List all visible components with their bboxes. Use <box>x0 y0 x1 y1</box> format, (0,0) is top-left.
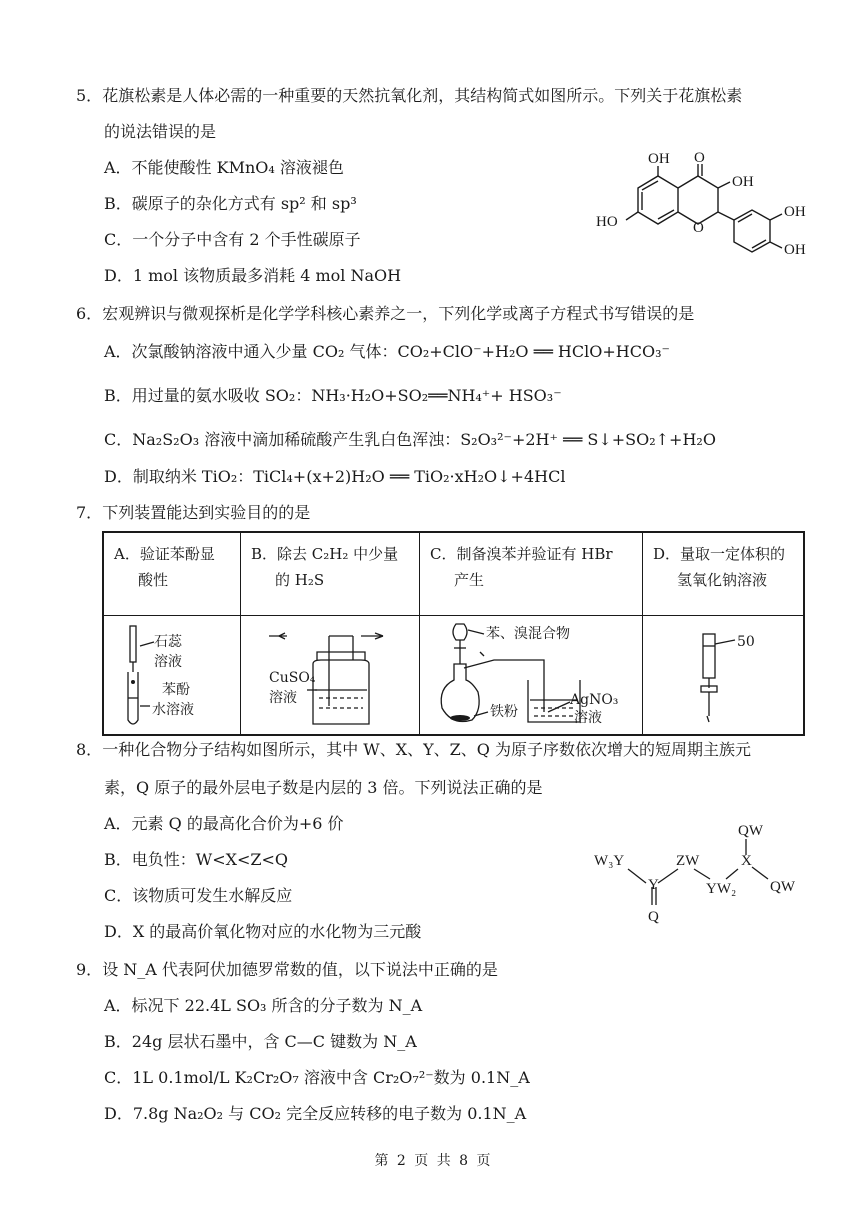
q5-option-c: C．一个分子中含有 2 个手性碳原子 <box>104 230 361 249</box>
q7-c-line1: C．制备溴苯并验证有 HBr <box>430 545 613 563</box>
q7-c-label-solution: 溶液 <box>574 710 602 726</box>
struct-label-ring-o: O <box>693 220 704 236</box>
q7-a-label-aqueous: 水溶液 <box>152 702 194 718</box>
q7-number: 7． <box>76 503 103 522</box>
struct-label-oh-top: OH <box>648 151 670 167</box>
q8-label-zw: ZW <box>676 853 700 869</box>
q6-stem <box>76 304 694 324</box>
q8-label-qw-right: QW <box>770 879 795 895</box>
q7-a-label-litmus: 石蕊 <box>154 634 182 650</box>
q9-option-d: D．7.8g Na₂O₂ 与 CO₂ 完全反应转移的电子数为 0.1N_A <box>104 1104 527 1123</box>
struct-label-oh-b1: OH <box>784 204 806 220</box>
q6-option-d: D．制取纳米 TiO₂：TiCl₄+(x+2)H₂O ══ TiO₂·xH₂O↓+4HCl <box>104 467 566 486</box>
q7-d-line2: 氢氧化钠溶液 <box>677 571 768 589</box>
q7-c-label-mixture: 苯、溴混合物 <box>486 626 570 642</box>
q5-stem-line1 <box>76 86 742 106</box>
q7-b-line2: 的 H₂S <box>275 571 325 589</box>
q9-option-c: C．1L 0.1mol/L K₂Cr₂O₇ 溶液中含 Cr₂O₇²⁻数为 0.1N_A <box>104 1068 530 1087</box>
q6-option-a: A．次氯酸钠溶液中通入少量 CO₂ 气体：CO₂+ClO⁻+H₂O ══ HClO+HCO₃⁻ <box>104 342 670 361</box>
q8-option-c: C．该物质可发生水解反应 <box>104 886 293 905</box>
q5-option-a: A．不能使酸性 KMnO₄ 溶液褪色 <box>104 158 344 177</box>
q9-number: 9． <box>76 960 103 979</box>
q6-option-c: C．Na₂S₂O₃ 溶液中滴加稀硫酸产生乳白色浑浊：S₂O₃²⁻+2H⁺ ══ S↓+SO₂↑+H₂O <box>104 430 716 449</box>
q5-option-b: B．碳原子的杂化方式有 sp² 和 sp³ <box>104 194 357 213</box>
q5-number: 5． <box>76 86 103 105</box>
q7-col-b-header <box>241 532 420 616</box>
q7-col-d-header <box>643 532 805 616</box>
q7-a-label-phenol: 苯酚 <box>162 682 190 698</box>
q8-option-b: B．电负性：W<X<Z<Q <box>104 850 289 869</box>
q8-label-qw-top: QW <box>738 823 763 839</box>
q5-stem-line2: 的说法错误的是 <box>104 122 217 141</box>
q8-label-yw2: YW₂ <box>706 881 737 897</box>
q7-col-a-header <box>103 532 241 616</box>
q7-stem <box>76 503 310 523</box>
struct-label-ketone-o: O <box>694 150 705 166</box>
q7-b-label-cuso4: CuSO₄ <box>269 670 316 686</box>
q7-a-line2: 酸性 <box>138 571 169 589</box>
q6-number: 6． <box>76 304 103 323</box>
q7-apparatus-table <box>102 531 805 736</box>
q7-a-label-solution: 溶液 <box>154 654 182 670</box>
taxifolin-structure <box>590 148 810 268</box>
q8-number: 8． <box>76 740 103 759</box>
struct-label-oh-c3: OH <box>732 174 754 190</box>
q7-b-line1: B．除去 C₂H₂ 中少量 <box>251 545 399 563</box>
q8-label-x: X <box>741 853 752 869</box>
q7-d-line1: D．量取一定体积的 <box>653 545 786 563</box>
q7-c-line2: 产生 <box>454 571 485 589</box>
q7-fig-d <box>643 616 805 736</box>
q8-stem-text1: 一种化合物分子结构如图所示，其中 W、X、Y、Z、Q 为原子序数依次增大的短周期主族元 <box>102 740 751 759</box>
struct-label-oh-b2: OH <box>784 242 806 258</box>
q8-stem-line1 <box>76 740 751 760</box>
q7-c-label-iron: 铁粉 <box>490 704 518 720</box>
q7-b-label-solution: 溶液 <box>269 690 297 706</box>
q7-col-c-header <box>420 532 643 616</box>
q9-option-a: A．标况下 22.4L SO₃ 所含的分子数为 N_A <box>104 996 423 1015</box>
q7-stem-text: 下列装置能达到实验目的的是 <box>102 503 311 522</box>
q7-d-label-50: 50 <box>737 634 755 650</box>
q6-stem-text: 宏观辨识与微观探析是化学学科核心素养之一，下列化学或离子方程式书写错误的是 <box>102 304 695 323</box>
q5-option-d: D．1 mol 该物质最多消耗 4 mol NaOH <box>104 266 402 285</box>
q8-label-y: Y <box>648 877 659 893</box>
q7-fig-a <box>103 616 241 736</box>
q8-label-q: Q <box>648 909 659 925</box>
q9-stem <box>76 960 498 980</box>
q8-molecule-structure <box>590 815 810 935</box>
q7-a-line1: A．验证苯酚显 <box>114 545 215 563</box>
q7-fig-b <box>241 616 420 736</box>
q5-stem-text1: 花旗松素是人体必需的一种重要的天然抗氧化剂，其结构简式如图所示。下列关于花旗松素 <box>102 86 743 105</box>
q7-c-label-agno3: AgNO₃ <box>570 692 619 708</box>
q9-stem-text: 设 N_A 代表阿伏加德罗常数的值，以下说法中正确的是 <box>102 960 498 979</box>
struct-label-ho-left: HO <box>596 214 618 230</box>
page-footer: 第 2 页 共 8 页 <box>374 1153 493 1169</box>
q7-fig-c <box>420 616 643 736</box>
q9-option-b: B．24g 层状石墨中，含 C—C 键数为 N_A <box>104 1032 417 1051</box>
q8-option-d: D．X 的最高价氧化物对应的水化物为三元酸 <box>104 922 422 941</box>
q8-stem-line2: 素，Q 原子的最外层电子数是内层的 3 倍。下列说法正确的是 <box>104 778 543 797</box>
q8-option-a: A．元素 Q 的最高化合价为+6 价 <box>104 814 344 833</box>
q6-option-b: B．用过量的氨水吸收 SO₂：NH₃·H₂O+SO₂══NH₄⁺+ HSO₃⁻ <box>104 386 562 405</box>
q8-label-w3y: W₃Y <box>594 853 625 869</box>
